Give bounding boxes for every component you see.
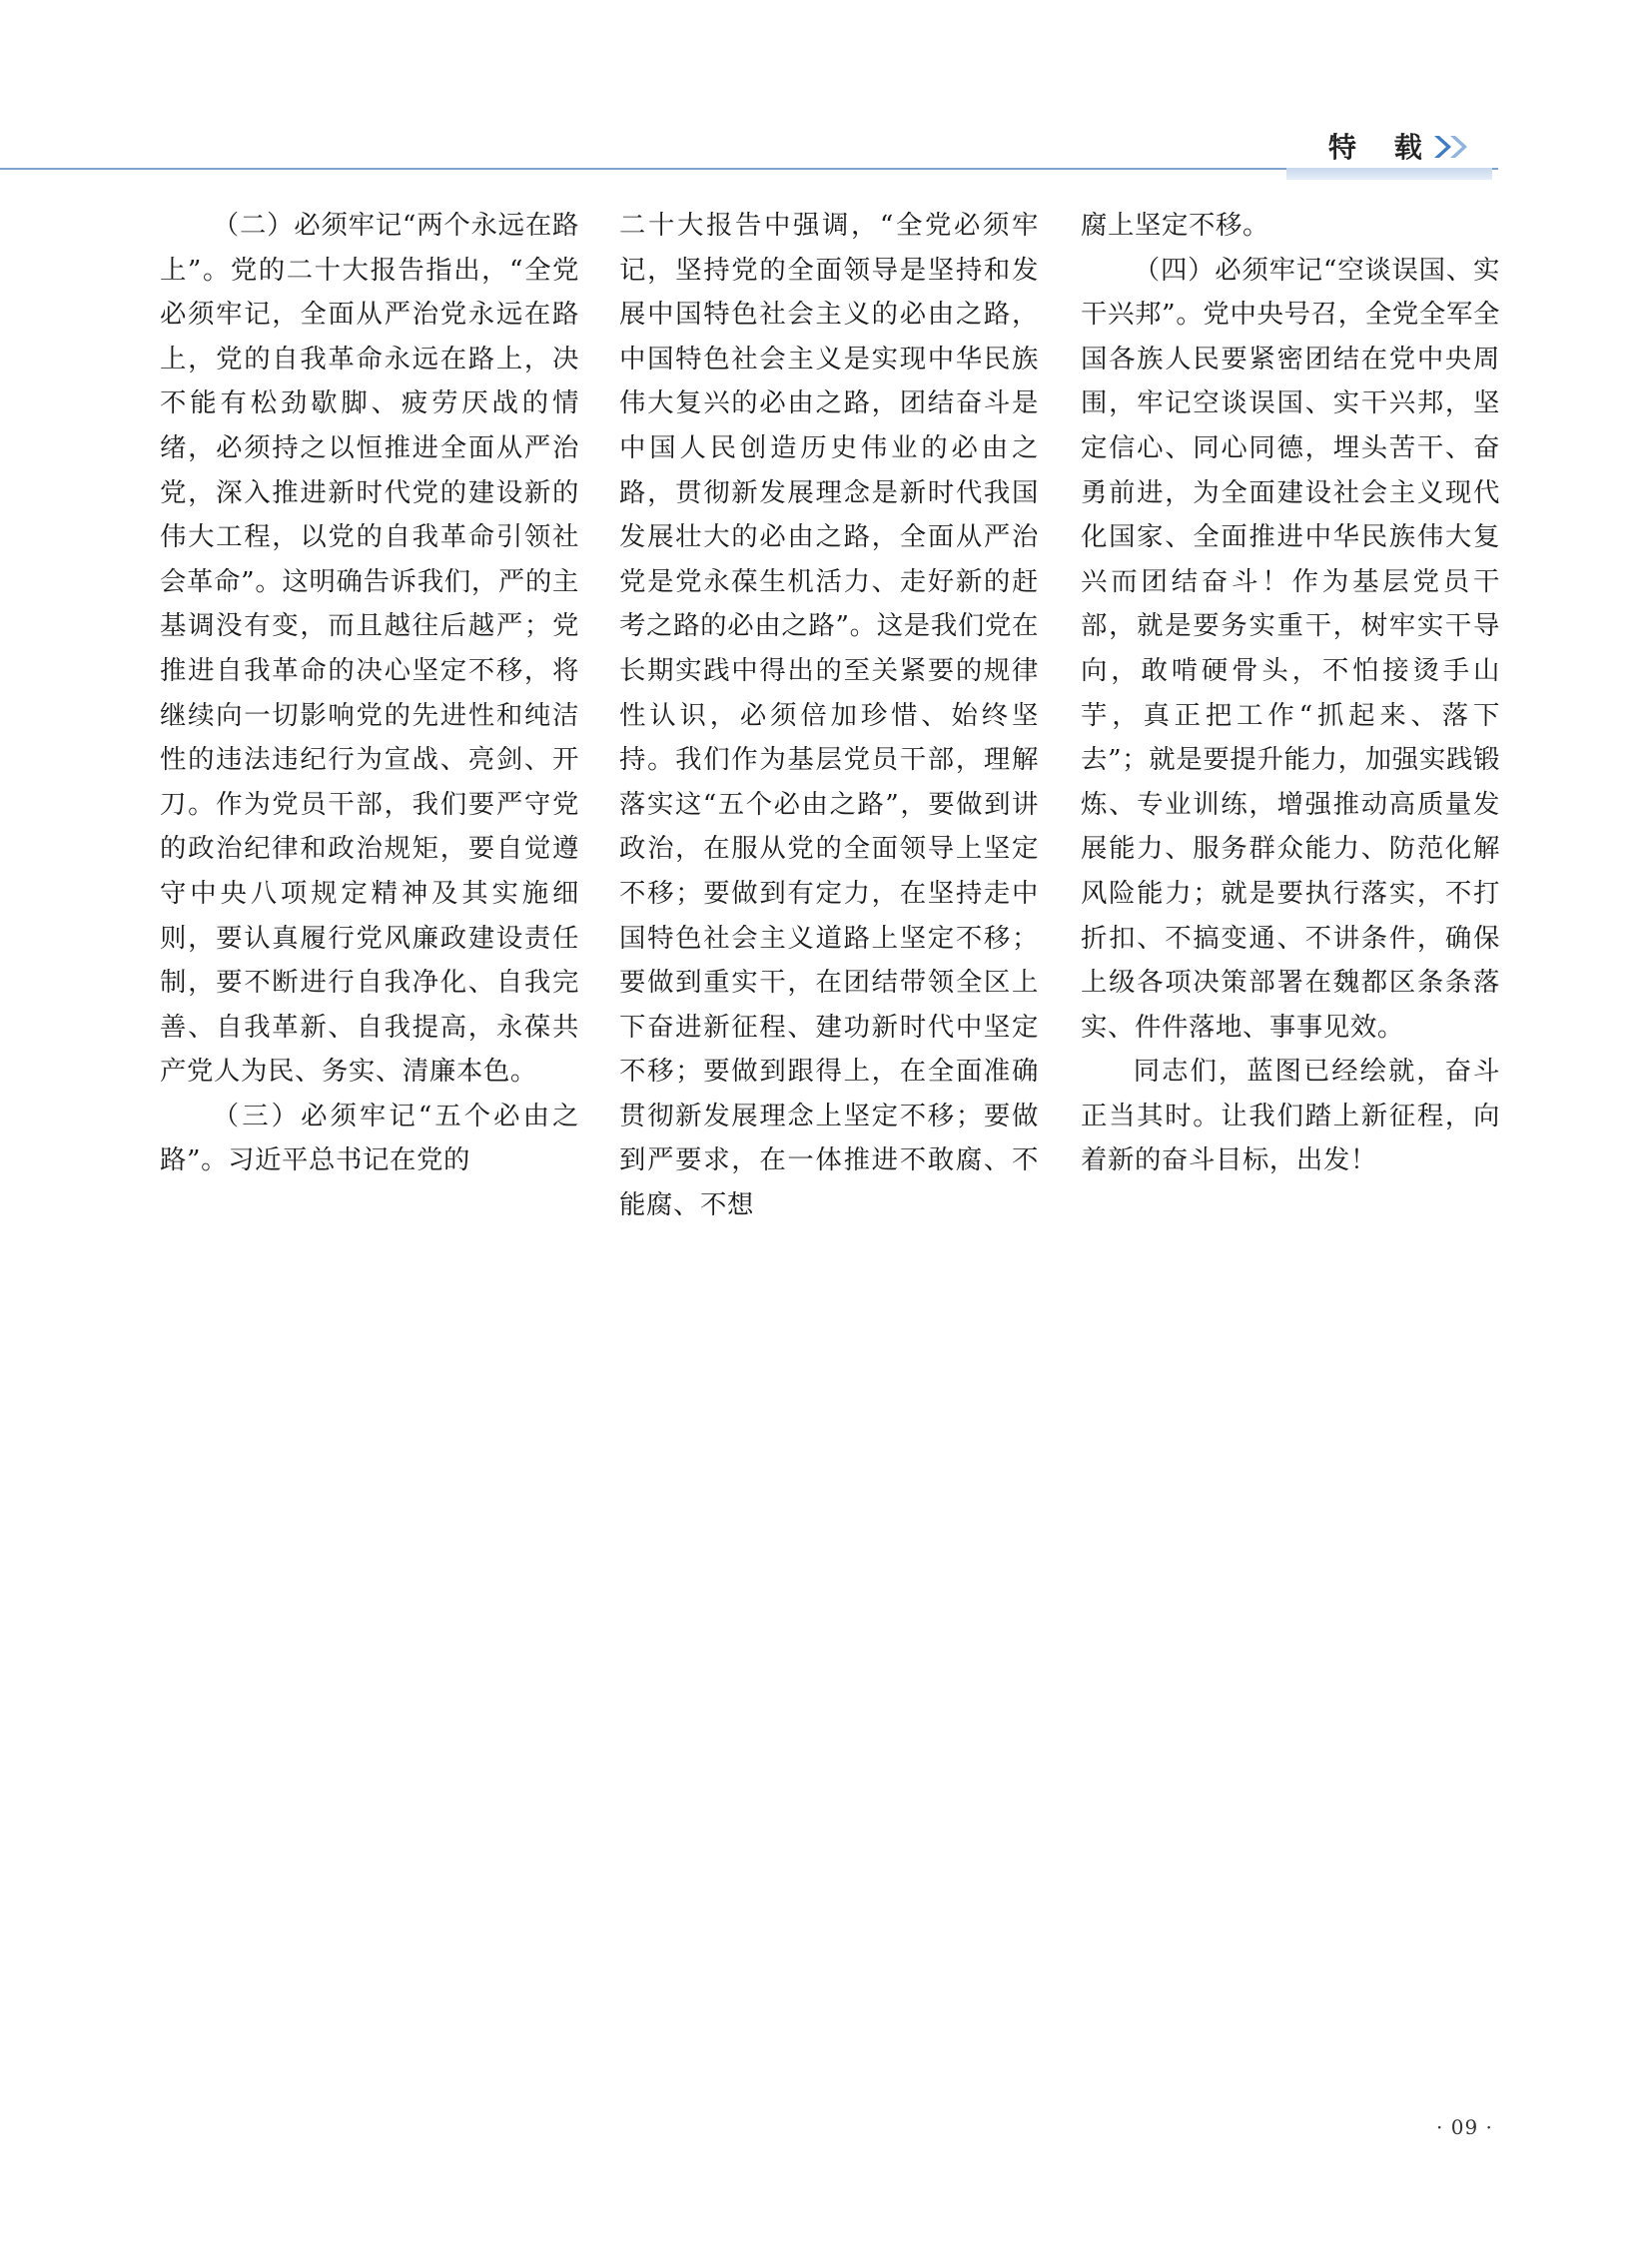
paragraph-closing-call: 同志们，蓝图已经绘就，奋斗正当其时。让我们踏上新征程，向着新的奋斗目标，出发！ xyxy=(1081,1056,1500,1176)
paragraph-two-always-on-the-road: （二）必须牢记“两个永远在路上”。党的二十大报告指出，“全党必须牢记，全面从严治党永远在路上，党的自我革命永远在路上，决不能有松劲歇脚、疲劳厌战的情绪，必须持之以恒推进全面从严治党，深入推进新时代党的建设新的伟大工程，以党的自我革命引领社会革命”。这明确告诉我们，严的主基调没有变，而且越往后越严；党推进自我革命的决心坚定不移，将继续向一切影响党的先进性和纯洁性的违法违纪行为宣战、亮剑、开刀。作为党员干部，我们要严守党的政治纪律和政治规矩，要自觉遵守中央八项规定精神及其实施细则，要认真履行党风廉政建设责任制，要不断进行自我净化、自我完善、自我革新、自我提高，永葆共产党人为民、务实、清廉本色。 xyxy=(160,210,579,1088)
double-chevron-right-icon xyxy=(1430,132,1474,162)
header-rule xyxy=(0,168,1498,170)
paragraph-five-must-roads-start: （三）必须牢记“五个必由之路”。习近平总书记在党的 xyxy=(160,1100,579,1176)
text-column-3 xyxy=(1081,204,1500,1183)
text-column-1 xyxy=(160,204,579,1183)
page-number: · 09 · xyxy=(1436,2115,1493,2139)
paragraph-empty-talk-harms-country: （四）必须牢记“空谈误国、实干兴邦”。党中央号召，全党全军全国各族人民要紧密团结在党中央周围，牢记空谈误国、实干兴邦，坚定信心、同心同德，埋头苦干、奋勇前进，为全面建设社会主义现代化国家、全面推进中华民族伟大复兴而团结奋斗！作为基层党员干部，就是要务实重干，树牢实干导向，敢啃硬骨头，不怕接烫手山芋，真正把工作“抓起来、落下去”；就是要提升能力，加强实践锻炼、专业训练，增强推动高质量发展能力、服务群众能力、防范化解风险能力；就是要执行落实，不打折扣、不搞变通、不讲条件，确保上级各项决策部署在魏都区条条落实、件件落地、事事见效。 xyxy=(1081,254,1500,1043)
header-accent-bar xyxy=(1286,168,1492,180)
section-title: 特 载 xyxy=(1328,131,1436,164)
text-column-2 xyxy=(619,204,1039,1228)
paragraph-five-must-roads-end: 腐上坚定不移。 xyxy=(1081,210,1269,241)
paragraph-five-must-roads-continued: 二十大报告中强调，“全党必须牢记，坚持党的全面领导是坚持和发展中国特色社会主义的必由之路，中国特色社会主义是实现中华民族伟大复兴的必由之路，团结奋斗是中国人民创造历史伟业的必由之路，贯彻新发展理念是新时代我国发展壮大的必由之路，全面从严治党是党永葆生机活力、走好新的赶考之路的必由之路”。这是我们党在长期实践中得出的至关紧要的规律性认识，必须倍加珍惜、始终坚持。我们作为基层党员干部，理解落实这“五个必由之路”，要做到讲政治，在服从党的全面领导上坚定不移；要做到有定力，在坚持走中国特色社会主义道路上坚定不移；要做到重实干，在团结带领全区上下奋进新征程、建功新时代中坚定不移；要做到跟得上，在全面准确贯彻新发展理念上坚定不移；要做到严要求，在一体推进不敢腐、不能腐、不想 xyxy=(619,210,1039,1221)
